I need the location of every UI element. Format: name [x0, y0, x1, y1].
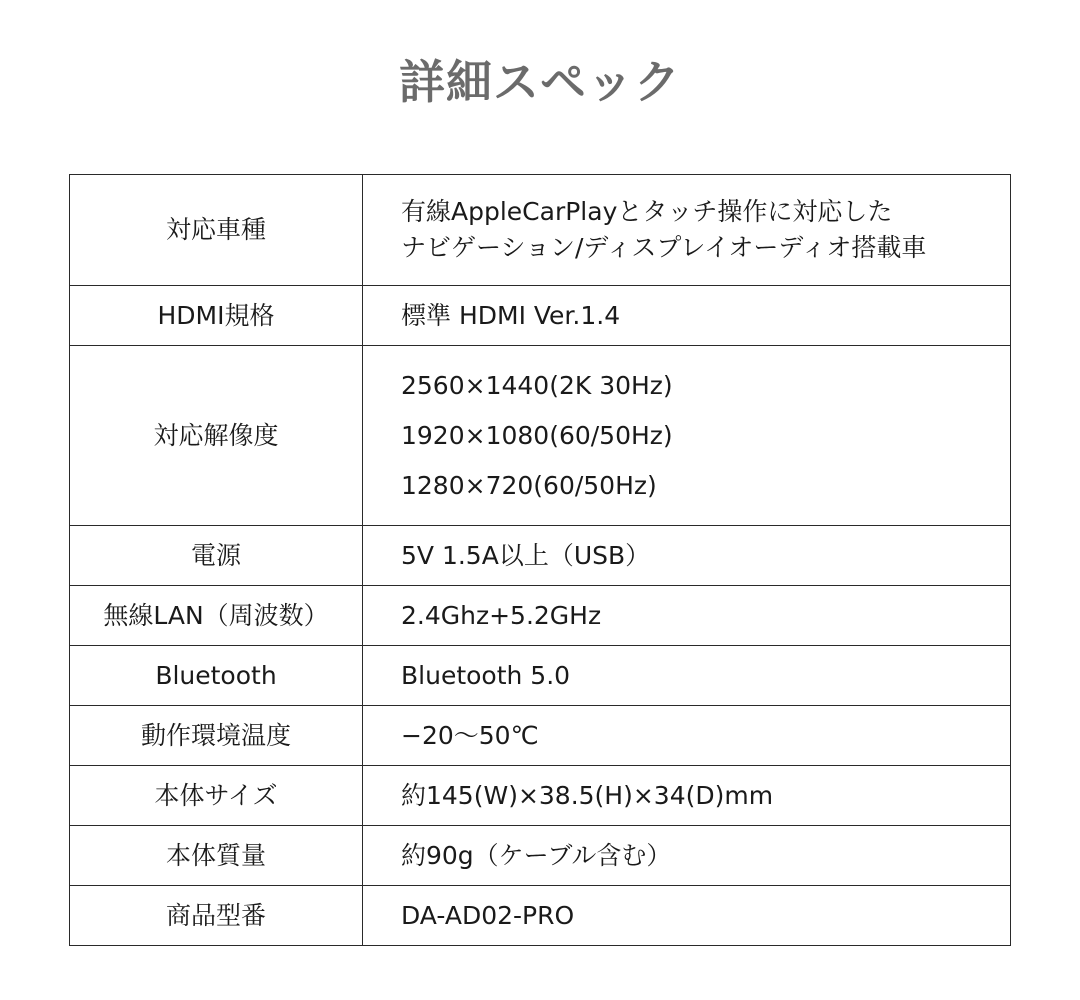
- row-value: [363, 526, 1011, 586]
- value-line: ナビゲーション/ディスプレイオーディオ搭載車: [401, 233, 927, 262]
- row-label: 動作環境温度: [70, 706, 363, 766]
- row-value: [363, 706, 1011, 766]
- spec-table: [69, 174, 1011, 946]
- row-value: [363, 286, 1011, 346]
- value-line: 約90g（ケーブル含む）: [401, 840, 672, 870]
- value-line: 5V 1.5A以上（USB）: [401, 540, 651, 570]
- table-row: [70, 586, 1011, 646]
- table-row: [70, 526, 1011, 586]
- row-value: [363, 826, 1011, 886]
- row-label: 電源: [70, 526, 363, 586]
- table-row: [70, 286, 1011, 346]
- row-value: [363, 175, 1011, 286]
- value-line: DA-AD02-PRO: [401, 900, 575, 930]
- row-value: [363, 766, 1011, 826]
- value-line: 標準 HDMI Ver.1.4: [401, 300, 621, 330]
- row-label: 商品型番: [70, 886, 363, 946]
- table-row: [70, 886, 1011, 946]
- row-label: 本体サイズ: [70, 766, 363, 826]
- value-line: 1280×720(60/50Hz): [401, 470, 657, 500]
- row-label: HDMI規格: [70, 286, 363, 346]
- row-label: 対応解像度: [70, 346, 363, 526]
- table-row: [70, 646, 1011, 706]
- row-value: [363, 346, 1011, 526]
- value-line: 有線AppleCarPlayとタッチ操作に対応した: [401, 197, 893, 226]
- row-label: 対応車種: [70, 175, 363, 286]
- value-line: 2.4Ghz+5.2GHz: [401, 600, 602, 630]
- value-line: 約145(W)×38.5(H)×34(D)mm: [401, 780, 774, 810]
- value-line: Bluetooth 5.0: [401, 660, 571, 690]
- row-value: [363, 586, 1011, 646]
- table-row: [70, 826, 1011, 886]
- table-row: [70, 766, 1011, 826]
- row-value: [363, 646, 1011, 706]
- value-line: −20〜50℃: [401, 720, 539, 750]
- row-value: [363, 886, 1011, 946]
- row-label: Bluetooth: [70, 646, 363, 706]
- row-label: 本体質量: [70, 826, 363, 886]
- table-row: [70, 175, 1011, 286]
- value-line: 2560×1440(2K 30Hz): [401, 370, 673, 400]
- page-title: 詳細スペック: [399, 55, 681, 109]
- table-row: [70, 346, 1011, 526]
- value-line: 1920×1080(60/50Hz): [401, 420, 673, 450]
- table-row: [70, 706, 1011, 766]
- row-label: 無線LAN（周波数）: [70, 586, 363, 646]
